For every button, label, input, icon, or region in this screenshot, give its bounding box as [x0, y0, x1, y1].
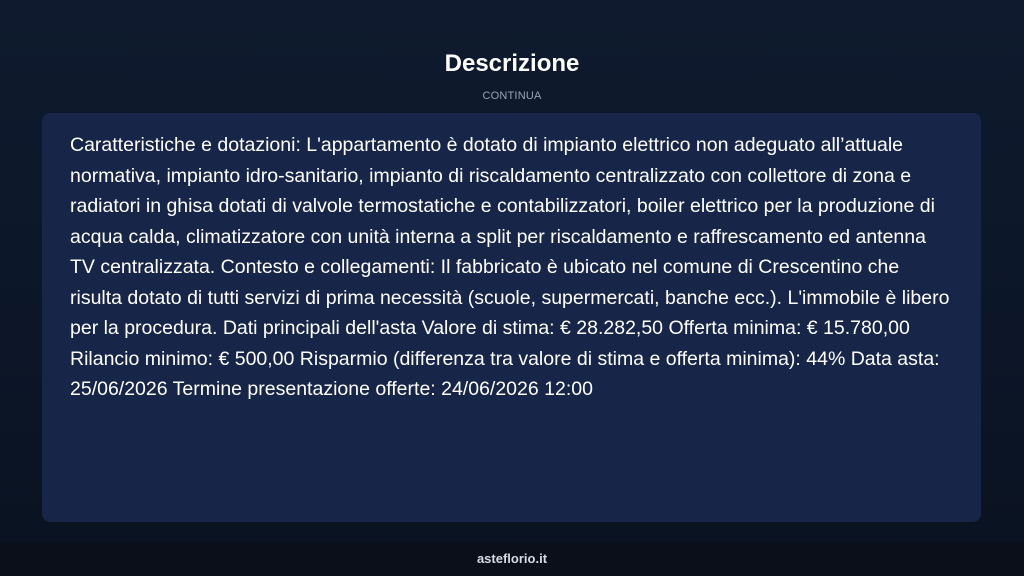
footer-site-name: asteflorio.it — [476, 551, 548, 566]
continue-label: CONTINUA — [482, 90, 542, 102]
page-title: Descrizione — [444, 50, 580, 77]
footer — [0, 543, 1024, 576]
description-text: Caratteristiche e dotazioni: L'appartamento è dotato di impianto elettrico non adeguato all’attuale normativa, impianto idro-sanitario, impianto di riscaldamento centralizzato con collettore di zona e radiatori in ghisa dotati di valvole termostatiche e contabilizzatori, boiler elettrico per la produzione di acqua calda, climatizzatore con unità interna a split per riscaldamento e raffrescamento ed antenna TV centralizzata. Contesto e collegamenti: Il fabbricato è ubicato nel comune di Crescentino che risulta dotato di tutti servizi di prima necessità (scuole, supermercati, banche ecc.). L'immobile è libero per la procedura. Dati principali dell'asta Valore di stima: € 28.282,50 Offerta minima: € 15.780,00 Rilancio minimo: € 500,00 Risparmio (differenza tra valore di stima e offerta minima): 44% Data asta: 25/06/2026 Termine presentazione offerte: 24/06/2026 12:00 — [70, 134, 950, 400]
description-card — [42, 113, 981, 522]
